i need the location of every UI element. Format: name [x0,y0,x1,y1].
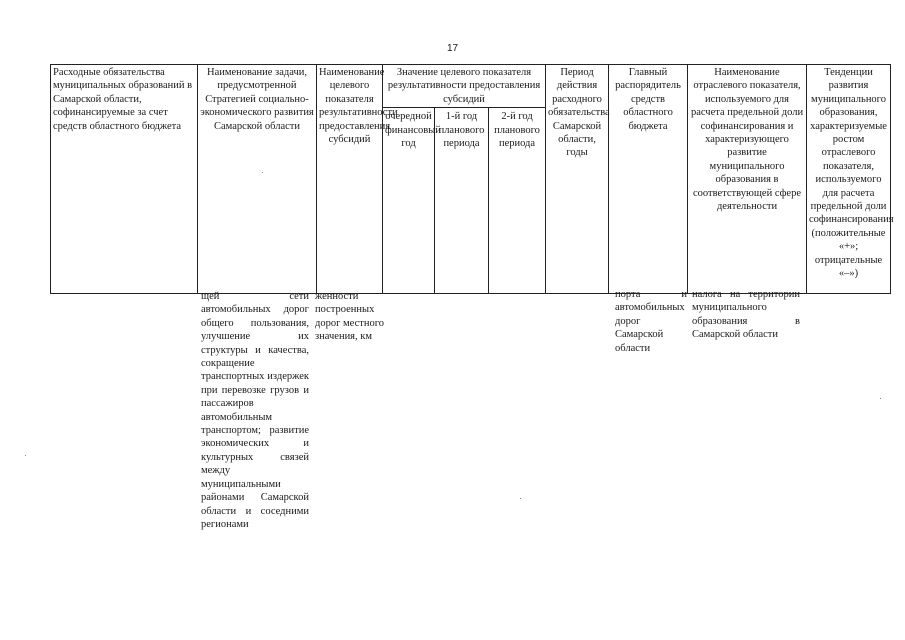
continuation-indicator: женности построенных дорог местного значения, км [315,291,385,343]
header-cell-sector-indicator: Наименование отраслевого показателя, используемого для расчета предельной доли софинансирования и характеризующего развитие муниципального образования в соответствующей сфере деятельности [688,65,807,294]
header-cell-manager: Главный распорядитель средств областного бюджета [609,65,688,294]
header-cell-plan-year-2: 2-й год планового периода [489,108,546,294]
header-cell-period: Период действия расходного обязательства Самарской области, годы [546,65,609,294]
header-table [50,64,894,294]
continuation-task: щей сети автомобильных дорог общего пользования, улучшение их структуры и качества, сокращение транспортных издержек при перевозке грузов и пассажиров автомобильным транспортом; развитие экономических и культурных связей между муниципальными районами Самарской области и соседними регионами [201,291,309,530]
scan-speck [25,455,26,456]
header-cell-indicator: Наименование целевого показателя результативности предоставления субсидий [317,65,383,294]
scan-speck [880,398,881,399]
continuation-manager: порта и автомобильных дорог Самарской области [615,289,687,354]
page-number: 17 [446,43,459,54]
header-cell-trend: Тенденции развития муниципального образования, характеризуемые ростом отраслевого показателя, используемого для расчета предельной доли софинансирования (положительные «+»; отрицательные «–») [807,65,891,294]
header-cell-plan-year-1: 1-й год планового периода [435,108,489,294]
header-cell-target-value: Значение целевого показателя результативности предоставления субсидий [383,65,546,108]
continuation-sector-indicator: налога на территории муниципального образования в Самарской области [692,289,800,341]
scan-speck [520,498,521,499]
scan-speck [262,172,263,173]
header-cell-obligations: Расходные обязательства муниципальных образований в Самарской области, софинансируемые за счет средств областного бюджета [51,65,198,294]
header-cell-task: Наименование задачи, предусмотренной Стратегией социально-экономического развития Самарской области [198,65,317,294]
header-cell-next-year: очередной финансовый год [383,108,435,294]
